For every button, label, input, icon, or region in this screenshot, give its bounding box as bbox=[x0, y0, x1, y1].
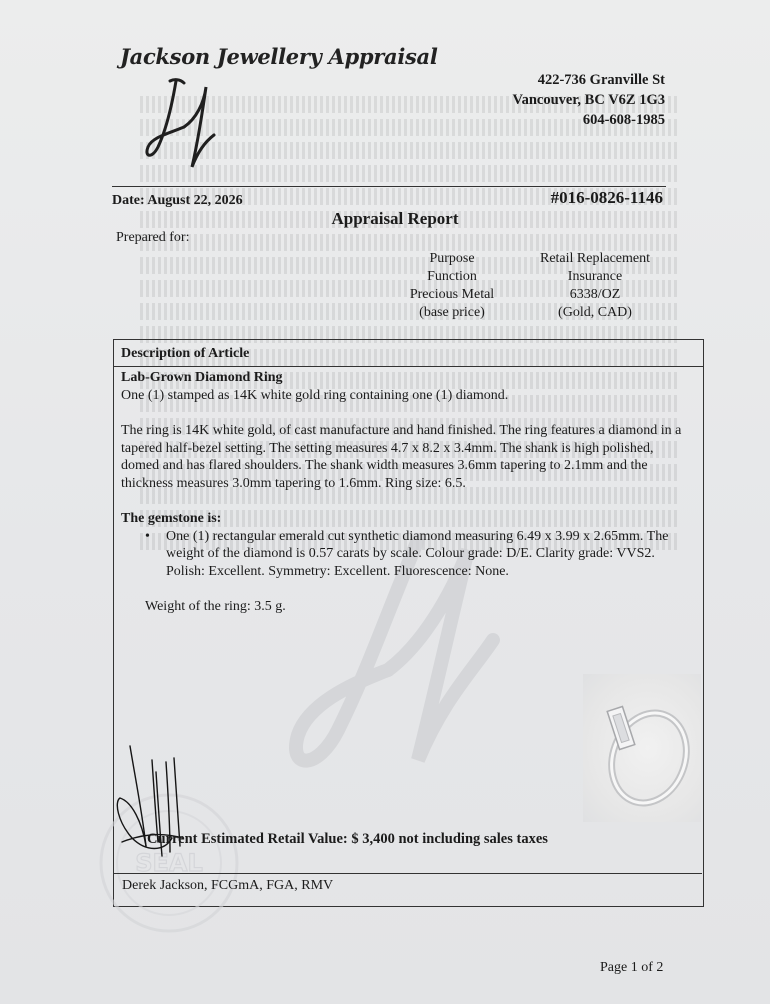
description-heading: Description of Article bbox=[114, 340, 703, 367]
header-divider bbox=[112, 186, 666, 187]
item-title: Lab-Grown Diamond Ring bbox=[121, 370, 283, 385]
meta-label-base: (base price) bbox=[419, 305, 485, 320]
meta-value-function: Insurance bbox=[567, 269, 623, 284]
meta-label-metal: Precious Metal bbox=[409, 287, 495, 302]
meta-value-base: (Gold, CAD) bbox=[558, 305, 632, 320]
company-address bbox=[512, 70, 665, 130]
jh-monogram-icon bbox=[140, 75, 220, 175]
meta-values bbox=[528, 250, 662, 322]
prepared-for-label: Prepared for: bbox=[116, 230, 190, 245]
seal-text: SEAL bbox=[135, 849, 203, 877]
estimated-value bbox=[147, 831, 548, 848]
page-number: Page 1 of 2 bbox=[600, 960, 664, 975]
value-label: Current Estimated Retail Value: bbox=[147, 831, 348, 847]
ring-photo-icon bbox=[583, 674, 701, 822]
signature-divider bbox=[113, 873, 702, 874]
description-content bbox=[114, 367, 703, 616]
phone-number: 604-608-1985 bbox=[582, 112, 665, 128]
gemstone-heading: The gemstone is: bbox=[121, 511, 222, 526]
item-summary: One (1) stamped as 14K white gold ring containing one (1) diamond. bbox=[121, 387, 509, 403]
report-title: Appraisal Report bbox=[331, 209, 459, 228]
item-details: The ring is 14K white gold, of cast manufacture and hand finished. The ring features a diamond in a tapered half-bezel setting. The setting measures 4.7 x 8.2 x 3.4mm. The shank is high polished, domed and has flared shoulders. The shank width measures 3.6mm tapering to 2.1mm and the thickness measures 3.0mm tapering to 1.6mm. Ring size: 6.5. bbox=[121, 423, 682, 491]
meta-value-purpose: Retail Replacement bbox=[539, 251, 650, 266]
report-number: #016-0826-1146 bbox=[550, 188, 663, 207]
address-line-1: 422-736 Granville St bbox=[537, 72, 665, 88]
gemstone-item: • One (1) rectangular emerald cut synthetic diamond measuring 6.49 x 3.99 x 2.65mm. The weight of the diamond is 0.57 carats by scale. Colour grade: D/E. Clarity grade: VVS2. Polish: Excellent. Symmetry: Excellent. Fluorescence: None. bbox=[121, 528, 695, 581]
meta-value-metal: 6338/OZ bbox=[569, 287, 621, 302]
meta-label-purpose: Purpose bbox=[429, 251, 475, 266]
gemstone-list bbox=[121, 528, 695, 581]
report-date: Date: August 22, 2026 bbox=[112, 193, 243, 208]
meta-labels bbox=[392, 250, 512, 322]
company-name: Jackson Jewellery Appraisal bbox=[120, 44, 438, 69]
value-amount: $ 3,400 not including sales taxes bbox=[351, 831, 548, 847]
address-line-2: Vancouver, BC V6Z 1G3 bbox=[512, 92, 665, 108]
meta-label-function: Function bbox=[427, 269, 477, 284]
ring-weight: Weight of the ring: 3.5 g. bbox=[145, 599, 286, 614]
appraiser-name: Derek Jackson, FCGmA, FGA, RMV bbox=[122, 878, 334, 893]
